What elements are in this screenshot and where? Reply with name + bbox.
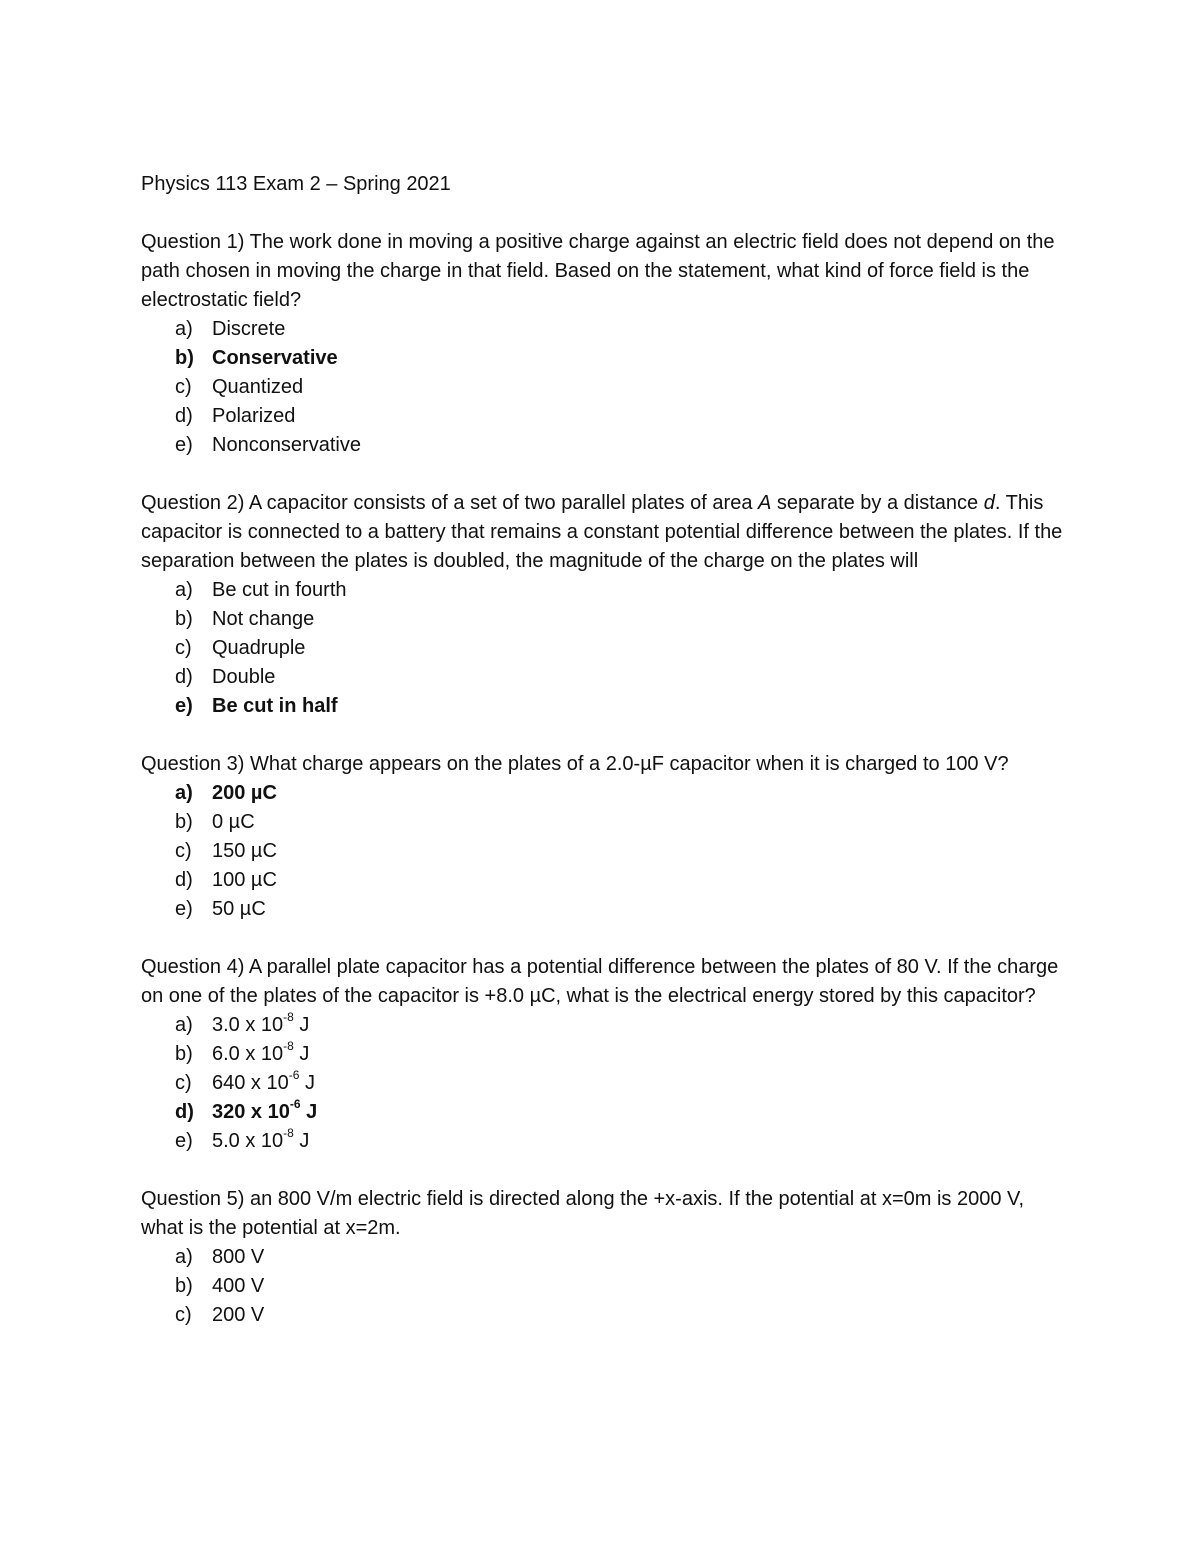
option-letter: a) bbox=[175, 579, 193, 601]
option-letter: e) bbox=[175, 1130, 193, 1152]
variable-distance: d bbox=[983, 492, 995, 514]
option-exponent: -8 bbox=[283, 1126, 294, 1141]
question-4-text: Question 4) A parallel plate capacitor has a potential difference between the plates of 80 V. If the charge on one of the plates of the capacitor is +8.0 µC, what is the electrical energy stored by this capacitor? bbox=[141, 956, 1059, 1007]
option-base: 640 x 10 bbox=[212, 1072, 289, 1094]
question-3 bbox=[141, 750, 1071, 924]
option-letter: e) bbox=[175, 695, 193, 717]
option-letter: d) bbox=[175, 666, 193, 688]
option-exponent: -6 bbox=[289, 1097, 301, 1112]
option-letter: b) bbox=[175, 1043, 193, 1065]
option-letter: d) bbox=[175, 869, 193, 891]
option-text: Discrete bbox=[212, 318, 286, 340]
option-base: 5.0 x 10 bbox=[212, 1130, 284, 1152]
option-item bbox=[175, 315, 1071, 344]
option-letter: c) bbox=[175, 1304, 192, 1326]
option-letter: d) bbox=[175, 405, 193, 427]
option-item bbox=[175, 402, 1071, 431]
option-unit: J bbox=[299, 1072, 315, 1094]
question-4 bbox=[141, 953, 1071, 1156]
question-1 bbox=[141, 228, 1071, 460]
option-letter: c) bbox=[175, 376, 192, 398]
question-2-text-part: separate by a distance bbox=[771, 492, 984, 514]
variable-area: A bbox=[758, 492, 772, 514]
option-item bbox=[175, 1301, 1071, 1330]
question-2-text-part: . This capacitor is connected to a battery that remains a constant potential difference between the plates. If the separation between the plates is doubled, the magnitude of the charge on the plates will bbox=[141, 492, 1063, 572]
option-text: 800 V bbox=[212, 1246, 265, 1268]
option-item-correct bbox=[175, 692, 1071, 721]
option-item bbox=[175, 1069, 1071, 1098]
option-exponent: -6 bbox=[288, 1068, 300, 1083]
question-2-options bbox=[141, 576, 1071, 721]
option-letter: c) bbox=[175, 1072, 192, 1094]
option-letter: e) bbox=[175, 434, 193, 456]
option-text: Nonconservative bbox=[212, 434, 361, 456]
option-text: 400 V bbox=[212, 1275, 265, 1297]
option-unit: J bbox=[293, 1043, 310, 1065]
question-5-text: Question 5) an 800 V/m electric field is directed along the +x-axis. If the potential at x=0m is 2000 V, what is the potential at x=2m. bbox=[141, 1188, 1025, 1239]
option-letter: b) bbox=[175, 347, 194, 369]
option-letter: b) bbox=[175, 1275, 193, 1297]
option-letter: a) bbox=[175, 318, 193, 340]
option-item bbox=[175, 576, 1071, 605]
option-letter: a) bbox=[175, 1014, 193, 1036]
option-text: 200 µC bbox=[212, 782, 277, 804]
exam-page bbox=[141, 170, 1071, 1359]
option-item bbox=[175, 837, 1071, 866]
option-item bbox=[175, 1243, 1071, 1272]
option-base: 6.0 x 10 bbox=[212, 1043, 284, 1065]
option-item bbox=[175, 1272, 1071, 1301]
option-item bbox=[175, 1011, 1071, 1040]
option-text: Quantized bbox=[212, 376, 304, 398]
option-letter: c) bbox=[175, 840, 192, 862]
option-base: 3.0 x 10 bbox=[212, 1014, 284, 1036]
question-3-text: Question 3) What charge appears on the plates of a 2.0-µF capacitor when it is charged to 100 V? bbox=[141, 753, 1009, 775]
question-1-text: Question 1) The work done in moving a positive charge against an electric field does not depend on the path chosen in moving the charge in that field. Based on the statement, what kind of force field is the electrostatic field? bbox=[141, 231, 1055, 311]
option-item bbox=[175, 866, 1071, 895]
option-text: 100 µC bbox=[212, 869, 277, 891]
option-text: Conservative bbox=[212, 347, 338, 369]
option-text: Be cut in fourth bbox=[212, 579, 347, 601]
option-letter: d) bbox=[175, 1101, 194, 1123]
option-exponent: -8 bbox=[283, 1039, 294, 1054]
exam-title: Physics 113 Exam 2 – Spring 2021 bbox=[141, 173, 451, 195]
option-text: 50 µC bbox=[212, 898, 266, 920]
option-item bbox=[175, 605, 1071, 634]
question-1-options bbox=[141, 315, 1071, 460]
question-5-options bbox=[141, 1243, 1071, 1330]
option-item bbox=[175, 431, 1071, 460]
option-text: Quadruple bbox=[212, 637, 306, 659]
question-2 bbox=[141, 489, 1071, 721]
option-item-correct bbox=[175, 1098, 1071, 1127]
option-unit: J bbox=[293, 1130, 310, 1152]
option-text: 150 µC bbox=[212, 840, 277, 862]
option-item bbox=[175, 634, 1071, 663]
option-text: Polarized bbox=[212, 405, 296, 427]
option-item bbox=[175, 373, 1071, 402]
option-text: 0 µC bbox=[212, 811, 255, 833]
option-exponent: -8 bbox=[283, 1010, 294, 1025]
option-item-correct bbox=[175, 344, 1071, 373]
option-letter: b) bbox=[175, 608, 193, 630]
option-base: 320 x 10 bbox=[212, 1101, 290, 1123]
question-2-text-part: Question 2) A capacitor consists of a set of two parallel plates of area bbox=[141, 492, 759, 514]
option-unit: J bbox=[300, 1101, 318, 1123]
option-letter: a) bbox=[175, 782, 193, 804]
option-text: Be cut in half bbox=[212, 695, 338, 717]
option-item bbox=[175, 895, 1071, 924]
option-unit: J bbox=[293, 1014, 310, 1036]
option-text: 200 V bbox=[212, 1304, 265, 1326]
option-letter: e) bbox=[175, 898, 193, 920]
question-3-options bbox=[141, 779, 1071, 924]
option-text: Double bbox=[212, 666, 276, 688]
option-item-correct bbox=[175, 779, 1071, 808]
question-2-text bbox=[141, 489, 1071, 576]
option-letter: c) bbox=[175, 637, 192, 659]
option-item bbox=[175, 808, 1071, 837]
question-4-options bbox=[141, 1011, 1071, 1156]
option-letter: b) bbox=[175, 811, 193, 833]
option-item bbox=[175, 1040, 1071, 1069]
option-letter: a) bbox=[175, 1246, 193, 1268]
option-item bbox=[175, 1127, 1071, 1156]
option-text: Not change bbox=[212, 608, 315, 630]
question-5 bbox=[141, 1185, 1071, 1330]
option-item bbox=[175, 663, 1071, 692]
